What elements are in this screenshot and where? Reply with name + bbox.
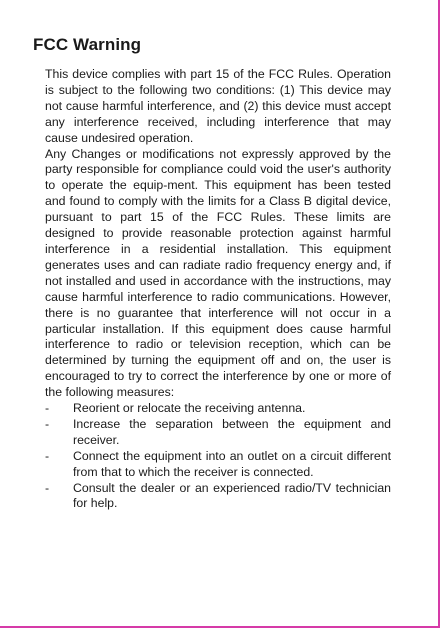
measure-text: Increase the separation between the equipment and receiver. xyxy=(73,416,391,447)
measure-dash: - xyxy=(45,480,50,495)
measure-item xyxy=(45,449,391,481)
measure-item xyxy=(45,401,391,417)
measure-text: Reorient or relocate the receiving antenna. xyxy=(73,401,306,416)
measure-text: Connect the equipment into an outlet on a circuit different from that to which the receiver is connected. xyxy=(73,448,391,479)
page-border-right xyxy=(438,0,440,627)
measure-dash: - xyxy=(45,401,50,416)
document-body xyxy=(45,67,391,512)
interference-paragraph: Any Changes or modifications not expressly approved by the party responsible for compliance could void the user's authority to operate the equip-ment. This equipment has been tested and found to comply with the limits for a Class B digital device, pursuant to part 15 of the FCC Rules. These limits are designed to provide reasonable protection against harmful interference in a residential installation. This equipment generates uses and can radiate radio frequency energy and, if not installed and used in accordance with the instructions, may cause harmful interference to radio communications. However, there is no guarantee that interference will not occur in a particular installation. If this equipment does cause harmful interference to radio or television reception, which can be determined by turning the equipment off and on, the user is encouraged to try to correct the interference by one or more of the following measures: xyxy=(45,146,391,400)
document-title: FCC Warning xyxy=(33,35,142,54)
measure-dash: - xyxy=(45,416,50,431)
compliance-paragraph: This device complies with part 15 of the FCC Rules. Operation is subject to the following two conditions: (1) This device may not cause harmful interference, and (2) this device must accept any interference received, including interference that may cause undesired operation. xyxy=(45,67,391,145)
measure-text: Consult the dealer or an experienced radio/TV technician for help. xyxy=(73,480,391,511)
measure-dash: - xyxy=(45,448,50,463)
page-border-bottom xyxy=(0,626,440,628)
measure-item xyxy=(45,417,391,449)
measure-item xyxy=(45,481,391,513)
